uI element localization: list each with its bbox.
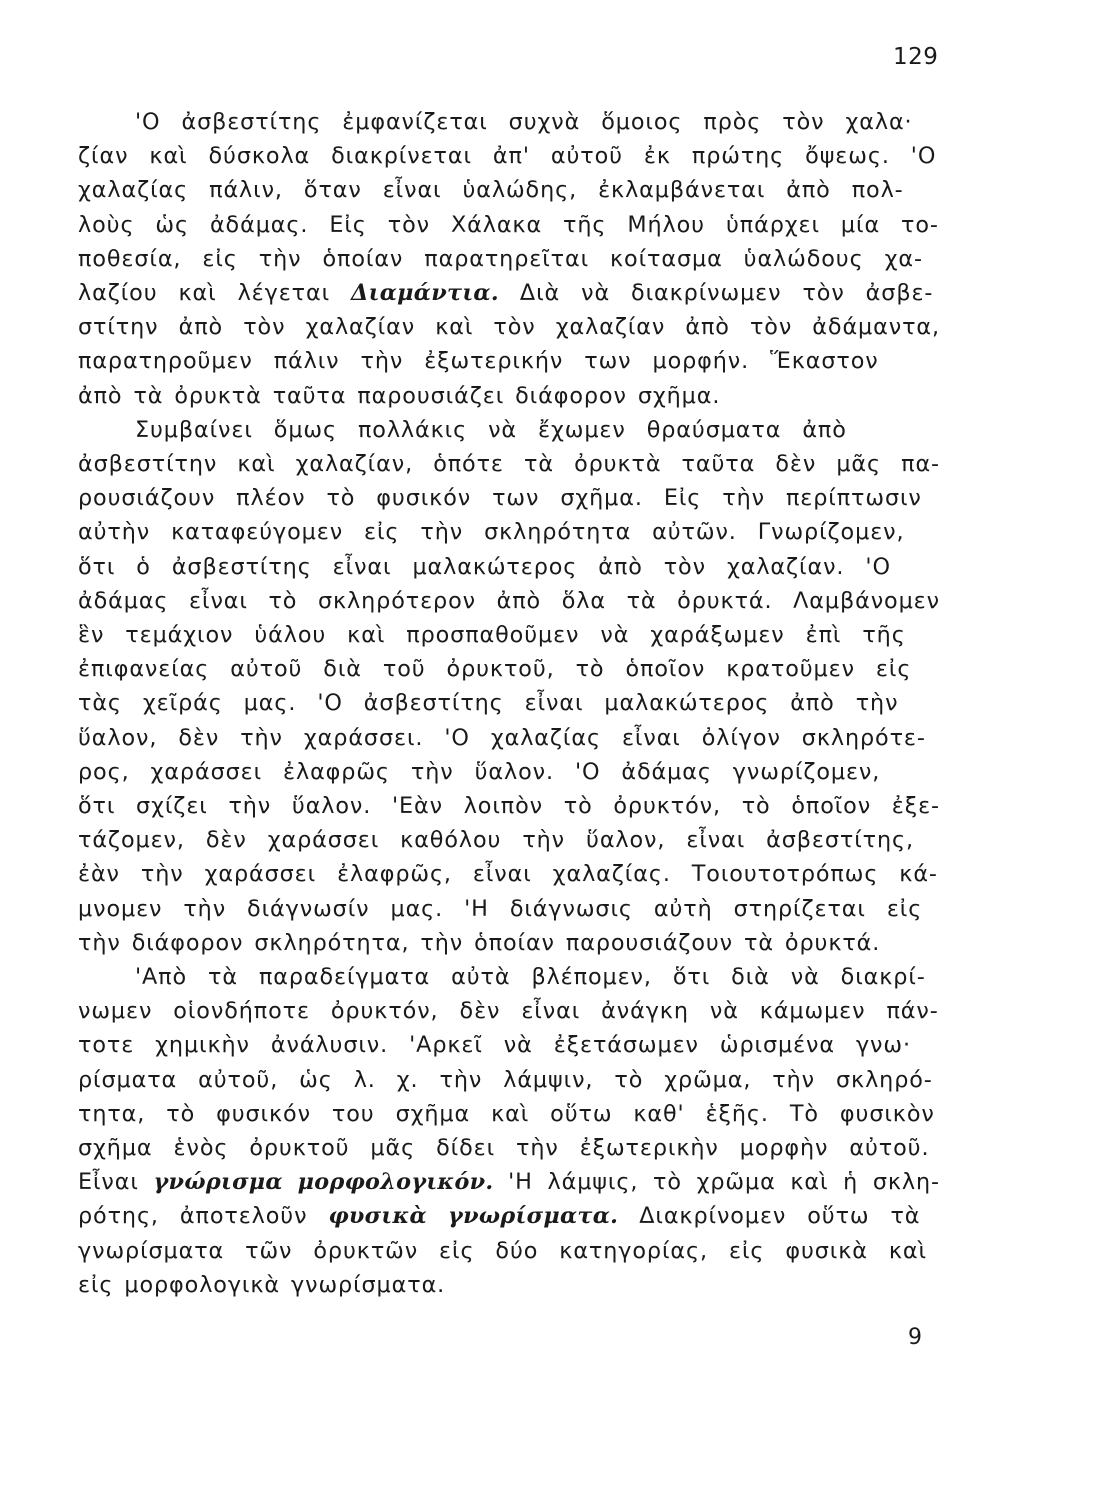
text-line — [78, 724, 926, 751]
line-text: τοτε χημικὴν ἀνάλυσιν. 'Αρκεῖ νὰ ἐξετάσωμεν ὡρισμένα γνω· — [78, 1032, 911, 1059]
line-text: ὕαλον, δὲν τὴν χαράσσει. 'Ο χαλαζίας εἶναι ὀλίγον σκληρότε- — [78, 724, 926, 751]
text-line — [78, 1271, 446, 1298]
line-text: ρος, χαράσσει ἐλαφρῶς τὴν ὕαλον. 'Ο ἀδάμας γνωρίζομεν, — [78, 758, 881, 785]
text-line — [78, 282, 933, 304]
line-text: τὰς χεῖράς μας. 'Ο ἀσβεστίτης εἶναι μαλακώτερος ἀπὸ τὴν — [78, 690, 899, 717]
line-text: Εἶναι — [78, 1169, 154, 1196]
line-text: ἐπιφανείας αὐτοῦ διὰ τοῦ ὀρυκτοῦ, τὸ ὁποῖον κρατοῦμεν εἰς — [78, 656, 912, 683]
line-text: 'Ο ἀσβεστίτης ἐμφανίζεται συχνὰ ὅμοιος πρὸς τὸν χαλα· — [135, 109, 913, 135]
text-line — [78, 1237, 927, 1264]
line-text: 'Η λάμψις, τὸ χρῶμα καὶ ἡ σκλη- — [493, 1169, 940, 1196]
line-text: ποθεσία, εἰς τὴν ὁποίαν παρατηρεῖται κοίτασμα ὑαλώδους χα- — [78, 245, 923, 272]
text-line — [78, 1203, 921, 1230]
page-number: 129 — [893, 44, 939, 70]
line-text: στίτην ἀπὸ τὸν χαλαζίαν καὶ τὸν χαλαζίαν ἀπὸ τὸν ἀδάμαντα, — [78, 314, 940, 341]
line-text: ρότης, ἀποτελοῦν — [78, 1203, 329, 1230]
text-line — [135, 966, 926, 988]
line-text: αὐτὴν καταφεύγομεν εἰς τὴν σκληρότητα αὐτῶν. Γνωρίζομεν, — [78, 519, 905, 546]
line-text: ἀσβεστίτην καὶ χαλαζίαν, ὁπότε τὰ ὀρυκτὰ ταῦτα δὲν μᾶς πα- — [78, 451, 940, 477]
line-text: τὴν διάφορον σκληρότητα, τὴν ὁποίαν παρουσιάζουν τὰ ὀρυκτά. — [78, 929, 881, 956]
text-line — [78, 1066, 933, 1093]
text-line — [78, 348, 879, 375]
line-text: παρατηροῦμεν πάλιν τὴν ἐξωτερικήν των μορφήν. Ἕκαστον — [78, 348, 879, 375]
line-text: γνωρίσματα τῶν ὀρυκτῶν εἰς δύο κατηγορίας, εἰς φυσικὰ καὶ — [78, 1237, 927, 1264]
text-line — [78, 553, 891, 580]
text-line — [78, 143, 937, 170]
line-text: Διακρίνομεν οὕτω τὰ — [618, 1203, 921, 1230]
line-text: ρίσματα αὐτοῦ, ὡς λ. χ. τὴν λάμψιν, τὸ χρῶμα, τὴν σκληρό- — [78, 1066, 933, 1093]
text-line — [78, 382, 721, 409]
text-line — [78, 519, 905, 546]
text-line — [78, 211, 939, 238]
text-line — [78, 758, 881, 785]
line-text: ὅτι ὁ ἀσβεστίτης εἶναι μαλακώτερος ἀπὸ τὸν χαλαζίαν. 'Ο — [78, 553, 891, 580]
emphasized-term: Διαμάντια. — [351, 280, 499, 306]
line-text: ζίαν καὶ δύσκολα διακρίνεται ἀπ' αὐτοῦ ἐκ πρώτης ὄψεως. 'Ο — [78, 143, 937, 170]
line-text: ρουσιάζουν πλέον τὸ φυσικόν των σχῆμα. Εἰς τὴν περίπτωσιν — [78, 485, 922, 512]
line-text: χαλαζίας πάλιν, ὅταν εἶναι ὑαλώδης, ἐκλαμβάνεται ἀπὸ πολ- — [78, 177, 904, 204]
line-text: Συμβαίνει ὅμως πολλάκις νὰ ἔχωμεν θραύσματα ἀπὸ — [135, 416, 847, 443]
line-text: λαζίου καὶ λέγεται — [78, 280, 352, 306]
line-text: 'Απὸ τὰ παραδείγματα αὐτὰ βλέπομεν, ὅτι διὰ νὰ διακρί- — [135, 964, 926, 990]
line-text: λοὺς ὡς ἀδάμας. Εἰς τὸν Χάλακα τῆς Μήλου ὑπάρχει μία το- — [78, 211, 939, 238]
text-line — [78, 895, 923, 922]
text-line — [78, 245, 923, 272]
text-line — [78, 587, 940, 614]
line-text: ἀδάμας εἶναι τὸ σκληρότερον ἀπὸ ὅλα τὰ ὀρυκτά. Λαμβάνομεν — [78, 587, 940, 614]
line-text: σχῆμα ἑνὸς ὀρυκτοῦ μᾶς δίδει τὴν ἐξωτερικὴν μορφὴν αὐτοῦ. — [78, 1135, 930, 1161]
text-line — [78, 998, 939, 1025]
text-line — [135, 416, 847, 443]
text-line — [78, 624, 906, 646]
text-line — [78, 861, 938, 888]
line-text: ὅτι σχίζει τὴν ὕαλον. 'Εὰν λοιπὸν τὸ ὀρυκτόν, τὸ ὁποῖον ἐξε- — [78, 793, 940, 819]
text-line — [78, 485, 922, 512]
text-line — [78, 690, 899, 717]
text-line — [78, 827, 915, 854]
text-line — [78, 314, 940, 341]
line-text: τητα, τὸ φυσικόν του σχῆμα καὶ οὕτω καθ' ἑξῆς. Τὸ φυσικὸν — [78, 1100, 935, 1127]
line-text: μνομεν τὴν διάγνωσίν μας. 'Η διάγνωσις αὐτὴ στηρίζεται εἰς — [78, 895, 923, 922]
text-line — [78, 1100, 935, 1127]
line-text: Διὰ νὰ διακρίνωμεν τὸν ἀσβε- — [498, 280, 934, 306]
line-text: ἀπὸ τὰ ὀρυκτὰ ταῦτα παρουσιάζει διάφορον σχῆμα. — [78, 382, 721, 409]
line-text: ἐὰν τὴν χαράσσει ἐλαφρῶς, εἶναι χαλαζίας. Τοιουτοτρόπως κά- — [78, 861, 938, 888]
text-line — [78, 453, 940, 475]
emphasized-term: γνώρισμα μορφολογικόν. — [153, 1169, 494, 1196]
text-line — [78, 177, 904, 204]
text-line — [78, 656, 912, 683]
text-line — [78, 1169, 940, 1196]
line-text: τάζομεν, δὲν χαράσσει καθόλου τὴν ὕαλον, εἶναι ἀσβεστίτης, — [78, 827, 915, 854]
text-line — [78, 795, 940, 817]
text-line — [78, 1137, 929, 1159]
text-line — [135, 111, 913, 133]
text-line — [78, 929, 881, 956]
text-line — [78, 1032, 911, 1059]
line-text: ἓν τεμάχιον ὑάλου καὶ προσπαθοῦμεν νὰ χαράξωμεν ἐπὶ τῆς — [78, 622, 906, 648]
line-text: νωμεν οἱονδήποτε ὀρυκτόν, δὲν εἶναι ἀνάγκη νὰ κάμωμεν πάν- — [78, 998, 939, 1025]
line-text: εἰς μορφολογικὰ γνωρίσματα. — [78, 1271, 446, 1298]
emphasized-term: φυσικὰ γνωρίσματα. — [328, 1203, 619, 1230]
signature-mark: 9 — [908, 1325, 923, 1350]
